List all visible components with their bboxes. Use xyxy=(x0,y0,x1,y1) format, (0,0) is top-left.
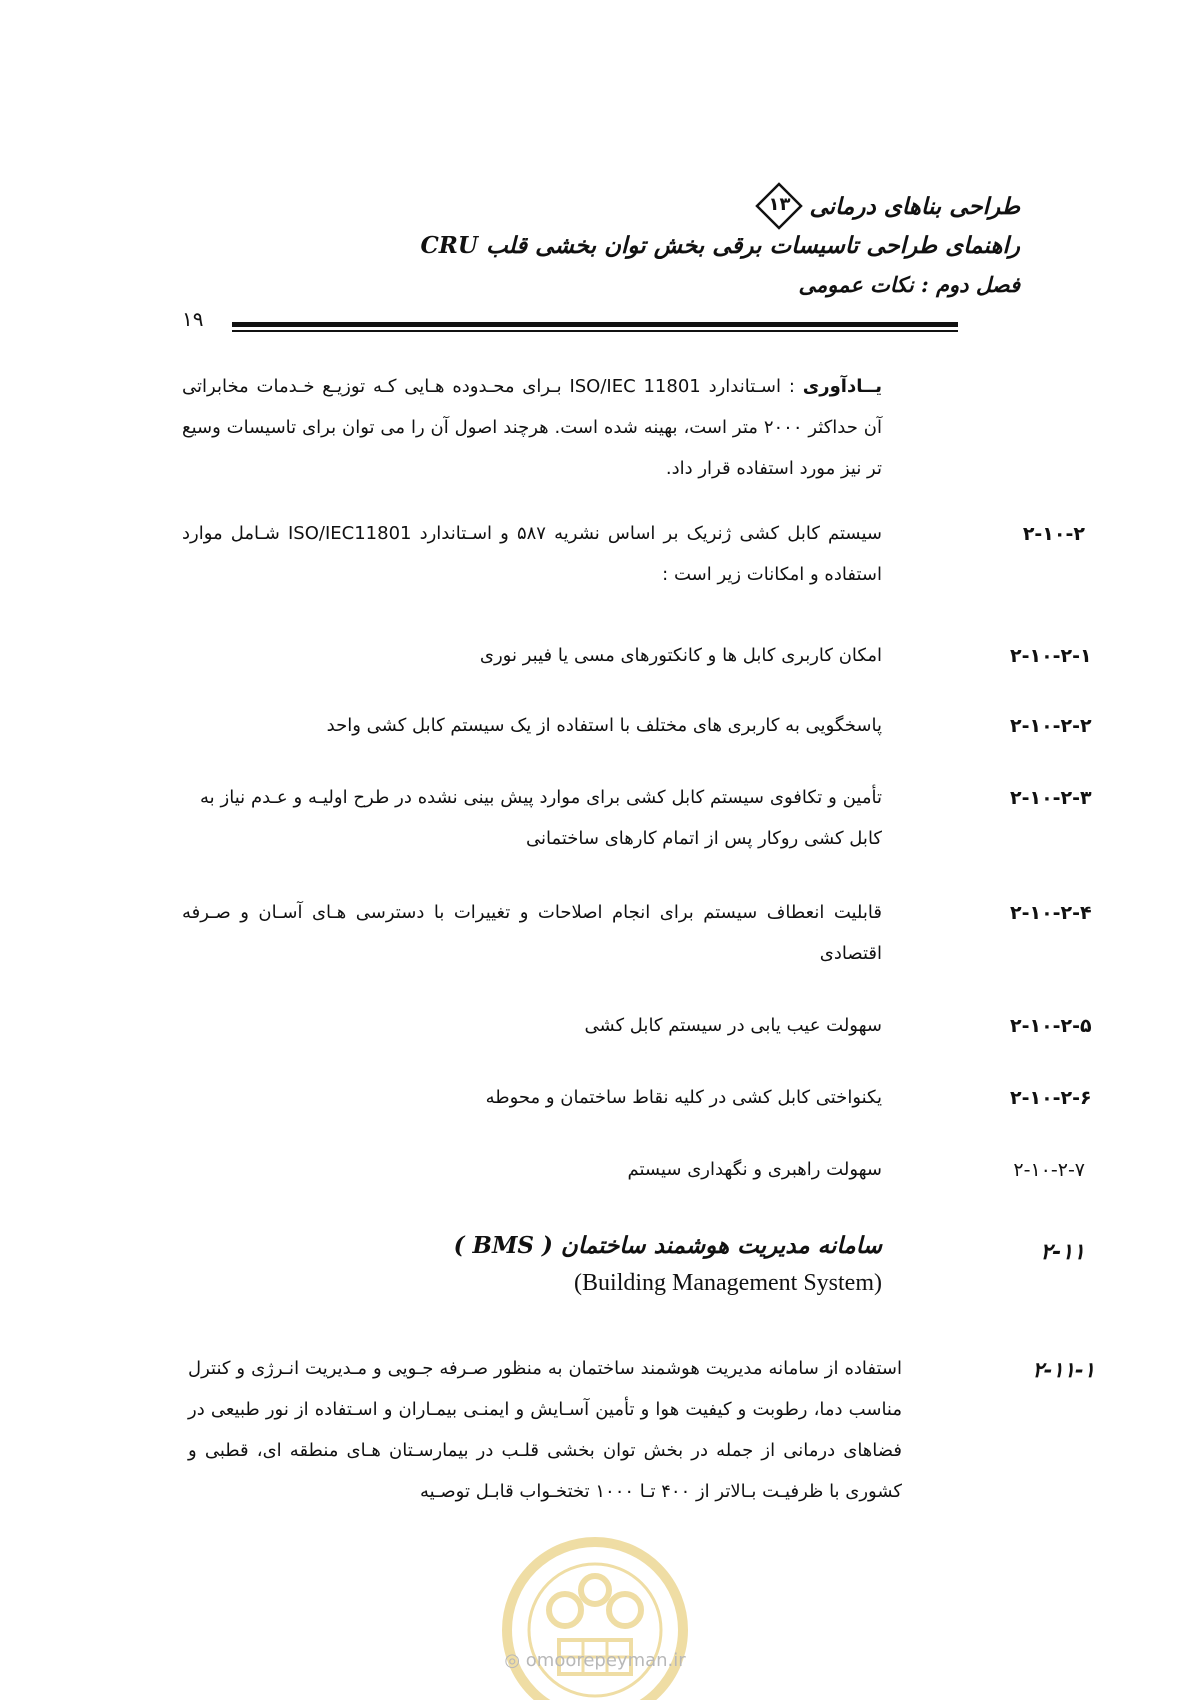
section-subtitle: (Building Management System) xyxy=(574,1270,882,1296)
note-label: یــادآوری xyxy=(802,376,883,397)
subsection-text: استفاده از سامانه مدیریت هوشمند ساختمان به منظور صـرفه جـویی و مـدیریت انـرژی و کنترل مناسب دما، رطوبت و کیفیت هوا و تأمین آسـایش و ایمنـی بیمـاران و اسـتفاده از نور طبیعی در فضاهای درمانی از جمله در بخش توان بخشی قلـب در بیمارسـتان هـای منطقه ای، قطبی و کشوری با ظرفیـت بـالاتر از ۴۰۰ تـا ۱۰۰۰ تختخـواب قابـل توصـیه xyxy=(188,1358,902,1502)
item-number: ۲-۱۰-۲-۵ xyxy=(1010,1015,1092,1037)
header-book-title-row xyxy=(755,182,1020,230)
watermark-logo-icon: ◎ xyxy=(504,1650,521,1671)
page-number: ۱۹ xyxy=(182,307,204,331)
item-text: امکان کاربری کابل ها و کانکتورهای مسی یا فیبر نوری xyxy=(479,645,882,666)
section-number: ۲-۱۱ xyxy=(1040,1240,1085,1265)
item-text: قابلیت انعطاف سیستم برای انجام اصلاحات و تغییرات با دسترسی هـای آسـان و صـرفه اقتصادی xyxy=(182,902,882,964)
item-number: ۲-۱۰-۲-۷ xyxy=(1013,1159,1085,1181)
item-text: تأمین و تکافوی سیستم کابل کشی برای موارد پیش بینی نشده در طرح اولیـه و عـدم نیاز به کابل کشی روکار پس از اتمام کارهای ساختمانی xyxy=(200,787,882,849)
note-text: : اسـتاندارد ISO/IEC 11801 بـرای محـدوده هـایی کـه توزیـع خـدمات مخابراتی آن حداکثر ۲۰۰۰ متر است، بهینه شده است. هرچند اصول آن را می توان برای تاسیسات وسیع تر نیز مورد استفاده قرار داد. xyxy=(182,376,882,479)
item-text: سهولت راهبری و نگهداری سیستم xyxy=(627,1159,882,1180)
note-paragraph xyxy=(182,366,882,489)
item-number: ۲-۱۰-۲-۱ xyxy=(1010,645,1092,667)
item-number: ۲-۱۰-۲ xyxy=(1022,523,1085,545)
chapter-title: فصل دوم : نکات عمومی xyxy=(798,272,1020,297)
subsection-number: ۲-۱۱-۱ xyxy=(1032,1358,1095,1382)
item-number: ۲-۱۰-۲-۴ xyxy=(1010,902,1092,924)
book-number: ۱۳ xyxy=(768,194,791,215)
item-number: ۲-۱۰-۲-۶ xyxy=(1010,1087,1092,1109)
header-rule-thick xyxy=(232,322,958,327)
watermark-seal xyxy=(495,1530,695,1700)
watermark-site-text: omoorepeyman.ir xyxy=(525,1650,686,1671)
section-title: سامانه مدیریت هوشمند ساختمان ( BMS ) xyxy=(453,1232,882,1259)
header-rule-thin xyxy=(232,330,958,332)
item-number: ۲-۱۰-۲-۲ xyxy=(1010,715,1092,737)
item-number: ۲-۱۰-۲-۳ xyxy=(1010,787,1092,809)
book-number-diamond xyxy=(755,182,803,230)
guide-title: راهنمای طراحی تاسیسات برقی بخش توان بخشی قلب CRU xyxy=(420,232,1020,259)
book-title: طراحی بناهای درمانی xyxy=(809,192,1020,220)
item-text: سهولت عیب یابی در سیستم کابل کشی xyxy=(584,1015,882,1036)
watermark-site xyxy=(0,1650,1190,1671)
item-text: سیستم کابل کشی ژنریک بر اساس نشریه ۵۸۷ و اسـتاندارد ISO/IEC11801 شـامل موارد استفاده و امکانات زیر است : xyxy=(182,523,882,585)
item-text: پاسخگویی به کاربری های مختلف با استفاده از یک سیستم کابل کشی واحد xyxy=(326,715,882,736)
item-text: یکنواختی کابل کشی در کلیه نقاط ساختمان و محوطه xyxy=(485,1087,882,1108)
